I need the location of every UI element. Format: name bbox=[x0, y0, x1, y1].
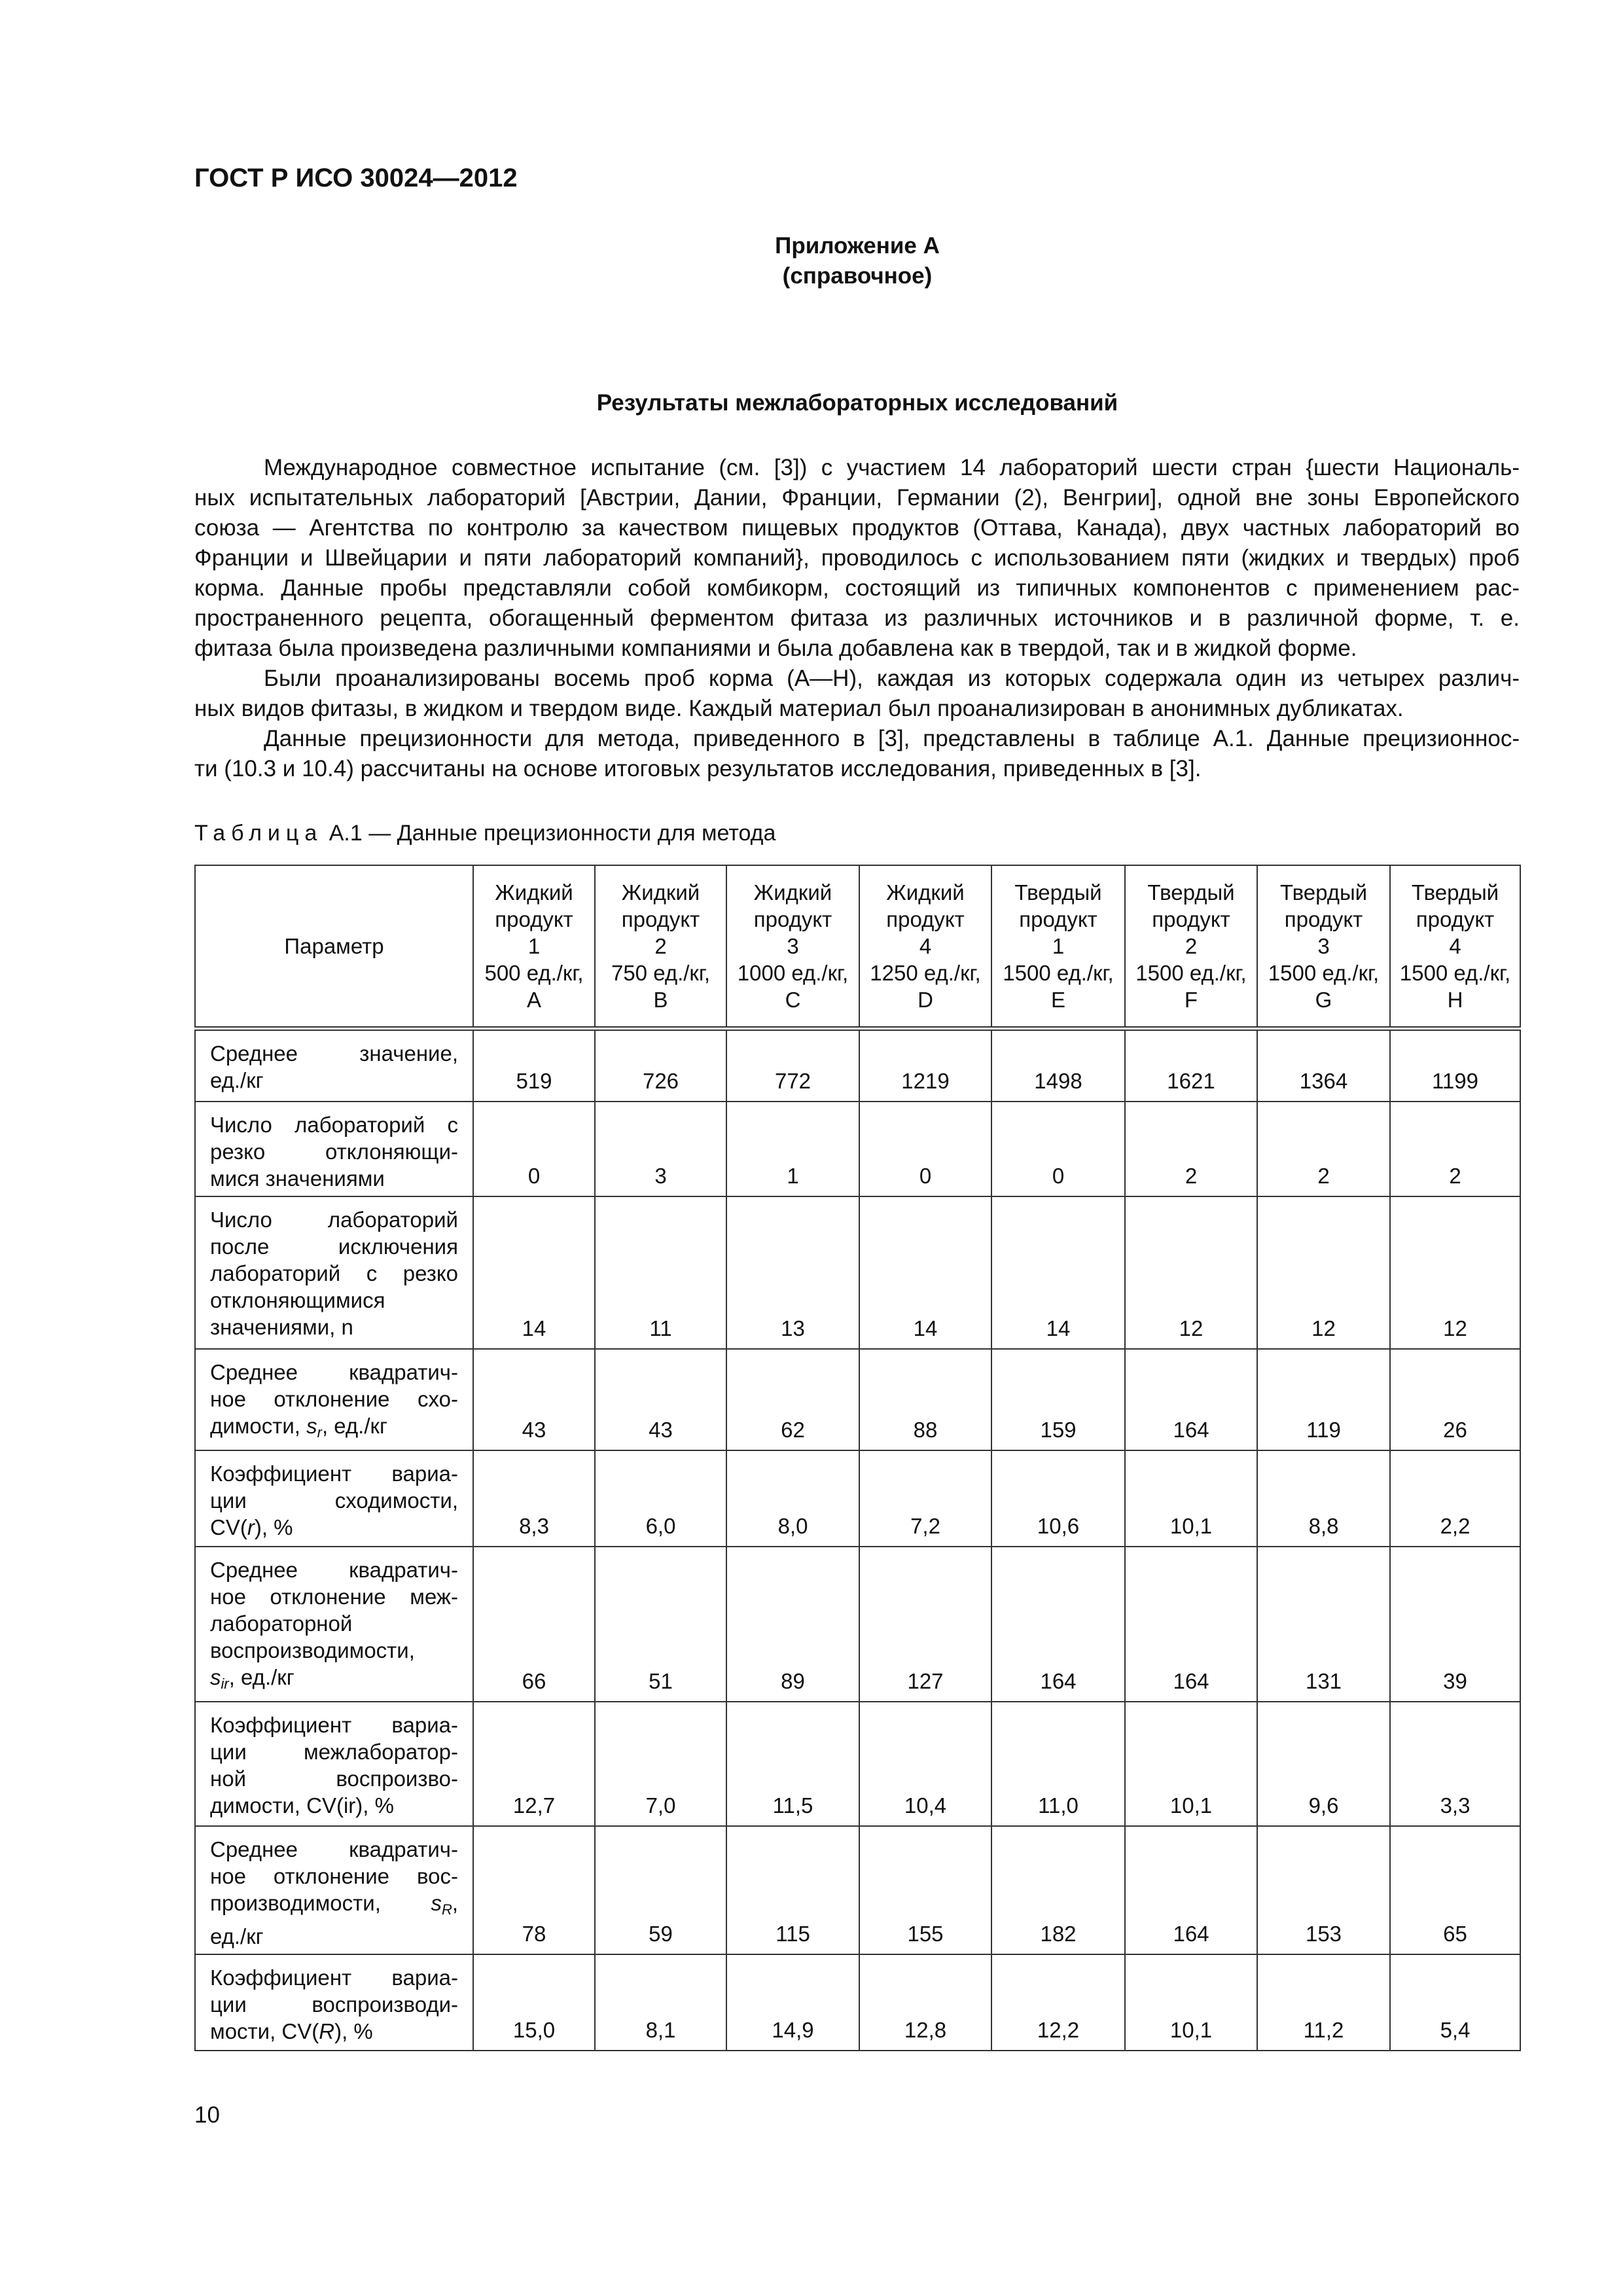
value-cell: 65 bbox=[1390, 1826, 1520, 1954]
body-text bbox=[194, 453, 1520, 784]
value-cell: 3,3 bbox=[1390, 1702, 1520, 1826]
body-line: ных видов фитазы, в жидком и твердом виде. Каждый материал был проанализирован в анонимных дубликатах. bbox=[194, 696, 1404, 721]
param-line: ное отклонение меж- bbox=[210, 1585, 458, 1609]
value-cell: 10,1 bbox=[1125, 1450, 1257, 1547]
column-header-line: C bbox=[785, 987, 801, 1012]
value-cell: 7,2 bbox=[859, 1450, 991, 1547]
value-cell: 2 bbox=[1257, 1102, 1390, 1196]
value-cell: 43 bbox=[473, 1349, 595, 1450]
value-cell: 51 bbox=[595, 1547, 726, 1702]
column-header-line: продукт bbox=[1416, 906, 1495, 931]
subscript: r bbox=[317, 1424, 322, 1441]
symbol: s bbox=[431, 1891, 442, 1915]
value-cell: 12,8 bbox=[859, 1954, 991, 2051]
value-cell: 131 bbox=[1257, 1547, 1390, 1702]
precision-table bbox=[194, 865, 1521, 2051]
column-header-line: 1000 ед./кг, bbox=[737, 960, 849, 985]
param-line: Коэффициент вариа- bbox=[210, 1462, 458, 1486]
param-line: после исключения bbox=[210, 1234, 458, 1259]
column-header-line: F bbox=[1184, 987, 1198, 1012]
param-cell bbox=[195, 1547, 473, 1702]
column-header-line: 3 bbox=[787, 933, 799, 958]
param-line: отклоняющимися bbox=[210, 1288, 385, 1312]
column-header-line: 500 ед./кг, bbox=[484, 960, 584, 985]
annex-type: (справочное) bbox=[782, 263, 933, 289]
value-cell: 0 bbox=[991, 1102, 1125, 1196]
param-line: воспроизводимости, bbox=[210, 1638, 415, 1662]
value-cell: 10,1 bbox=[1125, 1954, 1257, 2051]
value-cell: 11,0 bbox=[991, 1702, 1125, 1826]
column-header-line: 2 bbox=[654, 933, 667, 958]
value-cell: 726 bbox=[595, 1028, 726, 1102]
param-line: ное отклонение вос- bbox=[210, 1864, 458, 1888]
value-cell: 26 bbox=[1390, 1349, 1520, 1450]
value-cell: 1199 bbox=[1390, 1028, 1520, 1102]
value-cell: 1 bbox=[726, 1102, 859, 1196]
value-cell: 11 bbox=[595, 1196, 726, 1349]
value-cell: 11,5 bbox=[726, 1702, 859, 1826]
value-cell: 2 bbox=[1390, 1102, 1520, 1196]
body-line: корма. Данные пробы представляли собой комбикорм, состоящий из типичных компонентов с применением рас- bbox=[194, 575, 1520, 601]
body-line: ных испытательных лабораторий [Австрии, Дании, Франции, Германии (2), Венгрии], одной вне зоны Европейского bbox=[194, 485, 1520, 511]
symbol: R bbox=[319, 2019, 335, 2043]
value-cell: 772 bbox=[726, 1028, 859, 1102]
column-header-line: 750 ед./кг, bbox=[611, 960, 711, 985]
value-cell: 62 bbox=[726, 1349, 859, 1450]
param-line: Коэффициент вариа- bbox=[210, 1965, 458, 1990]
value-cell: 8,8 bbox=[1257, 1450, 1390, 1547]
document-code: ГОСТ Р ИСО 30024—2012 bbox=[194, 164, 518, 192]
body-line: ти (10.3 и 10.4) рассчитаны на основе итоговых результатов исследования, приведенных в [3]. bbox=[194, 756, 1202, 781]
value-cell: 12 bbox=[1125, 1196, 1257, 1349]
body-line: Данные прецизионности для метода, приведенного в [3], представлены в таблице А.1. Данные прецизионнос- bbox=[264, 726, 1520, 751]
symbol: s bbox=[306, 1414, 317, 1438]
value-cell: 155 bbox=[859, 1826, 991, 1954]
section-title: Результаты межлабораторных исследований bbox=[596, 390, 1118, 416]
column-header-line: 1500 ед./кг, bbox=[1003, 960, 1114, 985]
table-caption-text: А.1 — Данные прецизионности для метода bbox=[323, 821, 776, 846]
value-cell: 89 bbox=[726, 1547, 859, 1702]
column-header bbox=[473, 865, 595, 1028]
column-header-line: 1250 ед./кг, bbox=[870, 960, 981, 985]
column-header-line: A bbox=[526, 987, 541, 1012]
column-header-line: E bbox=[1050, 987, 1065, 1012]
table-caption bbox=[194, 821, 776, 846]
column-header-line: продукт bbox=[621, 906, 700, 931]
value-cell: 39 bbox=[1390, 1547, 1520, 1702]
value-cell: 12,7 bbox=[473, 1702, 595, 1826]
param-line: производимости, $s_R$, bbox=[210, 1891, 458, 1918]
value-cell: 15,0 bbox=[473, 1954, 595, 2051]
value-cell: 1621 bbox=[1125, 1028, 1257, 1102]
param-line: Число лабораторий bbox=[210, 1208, 458, 1232]
body-line: фитаза была произведена различными компаниями и была добавлена как в твердой, так и в жидкой форме. bbox=[194, 636, 1357, 661]
table-row bbox=[195, 1450, 1520, 1547]
column-header-line: Твердый bbox=[1279, 880, 1368, 905]
value-cell: 14 bbox=[859, 1196, 991, 1349]
column-header-line: Жидкий bbox=[886, 880, 965, 905]
column-header-line: Твердый bbox=[1147, 880, 1235, 905]
column-header-line: 4 bbox=[1449, 933, 1461, 958]
param-line: димости, $s_r$, ед./кг bbox=[210, 1414, 387, 1441]
param-cell bbox=[195, 1196, 473, 1349]
symbol: s bbox=[210, 1665, 221, 1689]
column-header bbox=[726, 865, 859, 1028]
body-line: пространенного рецепта, обогащенный ферментом фитаза из различных источников и в различной форме, т. е. bbox=[194, 605, 1520, 631]
body-line: Были проанализированы восемь проб корма (А—Н), каждая из которых содержала один из четырех различ- bbox=[264, 666, 1520, 691]
table-caption-prefix: Таблица bbox=[194, 821, 323, 846]
value-cell: 8,1 bbox=[595, 1954, 726, 2051]
value-cell: 43 bbox=[595, 1349, 726, 1450]
column-header-line: D bbox=[918, 987, 933, 1012]
value-cell: 10,6 bbox=[991, 1450, 1125, 1547]
param-line: димости, CV(ir), % bbox=[210, 1793, 394, 1818]
param-line: ной воспроизво- bbox=[210, 1767, 458, 1791]
value-cell: 12 bbox=[1390, 1196, 1520, 1349]
param-line: ное отклонение схо- bbox=[210, 1387, 458, 1411]
column-header-line: продукт bbox=[495, 906, 573, 931]
param-cell bbox=[195, 1450, 473, 1547]
param-line: лабораторной bbox=[210, 1611, 353, 1636]
page-number: 10 bbox=[194, 2102, 220, 2128]
value-cell: 8,0 bbox=[726, 1450, 859, 1547]
table-row bbox=[195, 1826, 1520, 1954]
value-cell: 10,4 bbox=[859, 1702, 991, 1826]
value-cell: 2 bbox=[1125, 1102, 1257, 1196]
column-header-line: Твердый bbox=[1014, 880, 1102, 905]
column-header-line: 1500 ед./кг, bbox=[1135, 960, 1247, 985]
param-line: Среднее значение, bbox=[210, 1041, 458, 1066]
column-header-line: Твердый bbox=[1411, 880, 1499, 905]
column-header-line: продукт bbox=[1284, 906, 1363, 931]
param-line: Среднее квадратич- bbox=[210, 1558, 458, 1582]
param-cell bbox=[195, 1102, 473, 1196]
value-cell: 164 bbox=[991, 1547, 1125, 1702]
value-cell: 1498 bbox=[991, 1028, 1125, 1102]
value-cell: 182 bbox=[991, 1826, 1125, 1954]
param-line: мися значениями bbox=[210, 1166, 385, 1191]
value-cell: 3 bbox=[595, 1102, 726, 1196]
column-header-line: B bbox=[653, 987, 668, 1012]
param-cell bbox=[195, 1349, 473, 1450]
column-header bbox=[991, 865, 1125, 1028]
value-cell: 14 bbox=[473, 1196, 595, 1349]
param-line: ции воспроизводи- bbox=[210, 1992, 458, 2017]
column-header-line: 4 bbox=[919, 933, 932, 958]
value-cell: 6,0 bbox=[595, 1450, 726, 1547]
table-row bbox=[195, 1196, 1520, 1349]
table-row bbox=[195, 1349, 1520, 1450]
column-header-line: 1 bbox=[527, 933, 541, 958]
param-line: Среднее квадратич- bbox=[210, 1837, 458, 1861]
column-header-line: Жидкий bbox=[621, 880, 700, 905]
column-header-line: 2 bbox=[1185, 933, 1198, 958]
value-cell: 88 bbox=[859, 1349, 991, 1450]
param-cell bbox=[195, 1028, 473, 1102]
param-line: резко отклоняющи- bbox=[210, 1139, 458, 1164]
column-header-line: Жидкий bbox=[753, 880, 832, 905]
value-cell: 10,1 bbox=[1125, 1702, 1257, 1826]
column-header bbox=[1257, 865, 1390, 1028]
param-line: ции межлаборатор- bbox=[210, 1740, 458, 1764]
value-cell: 12,2 bbox=[991, 1954, 1125, 2051]
value-cell: 9,6 bbox=[1257, 1702, 1390, 1826]
param-line: мости, CV(R), % bbox=[210, 2019, 373, 2043]
value-cell: 119 bbox=[1257, 1349, 1390, 1450]
column-header-line: продукт bbox=[1152, 906, 1230, 931]
value-cell: 127 bbox=[859, 1547, 991, 1702]
value-cell: 5,4 bbox=[1390, 1954, 1520, 2051]
param-line: лабораторий с резко bbox=[210, 1261, 458, 1285]
column-header bbox=[859, 865, 991, 1028]
value-cell: 0 bbox=[859, 1102, 991, 1196]
param-line: ед./кг bbox=[210, 1067, 264, 1092]
column-header-line: 1500 ед./кг, bbox=[1268, 960, 1380, 985]
column-header-line: продукт bbox=[1019, 906, 1097, 931]
value-cell: 153 bbox=[1257, 1826, 1390, 1954]
column-header-line: 1 bbox=[1052, 933, 1065, 958]
value-cell: 14 bbox=[991, 1196, 1125, 1349]
value-cell: 0 bbox=[473, 1102, 595, 1196]
table-header-row bbox=[195, 865, 1520, 1028]
table-row bbox=[195, 1102, 1520, 1196]
value-cell: 13 bbox=[726, 1196, 859, 1349]
param-line: $s_{ir}$, ед./кг bbox=[210, 1665, 294, 1692]
param-line: CV(r), % bbox=[210, 1515, 293, 1539]
param-header: Параметр bbox=[195, 865, 473, 1028]
body-line: Франции и Швейцарии и пяти лабораторий компаний}, проводилось с использованием пяти (жидких и твердых) проб bbox=[194, 545, 1520, 571]
value-cell: 11,2 bbox=[1257, 1954, 1390, 2051]
column-header-line: Жидкий bbox=[495, 880, 573, 905]
column-header-line: H bbox=[1447, 987, 1463, 1012]
value-cell: 159 bbox=[991, 1349, 1125, 1450]
value-cell: 12 bbox=[1257, 1196, 1390, 1349]
column-header-line: 1500 ед./кг, bbox=[1399, 960, 1511, 985]
param-cell bbox=[195, 1826, 473, 1954]
table-row bbox=[195, 1028, 1520, 1102]
table-row bbox=[195, 1954, 1520, 2051]
subscript: R bbox=[441, 1901, 452, 1918]
body-line: союза — Агентства по контролю за качеством пищевых продуктов (Оттава, Канада), двух частных лабораторий во bbox=[194, 515, 1520, 541]
param-line: Среднее квадратич- bbox=[210, 1360, 458, 1384]
column-header-line: 3 bbox=[1317, 933, 1330, 958]
column-header bbox=[1390, 865, 1520, 1028]
param-line: ед./кг bbox=[210, 1924, 264, 1948]
value-cell: 164 bbox=[1125, 1826, 1257, 1954]
param-line: ции сходимости, bbox=[210, 1488, 458, 1513]
value-cell: 14,9 bbox=[726, 1954, 859, 2051]
value-cell: 519 bbox=[473, 1028, 595, 1102]
value-cell: 115 bbox=[726, 1826, 859, 1954]
column-header bbox=[595, 865, 726, 1028]
value-cell: 59 bbox=[595, 1826, 726, 1954]
value-cell: 7,0 bbox=[595, 1702, 726, 1826]
param-line: значениями, n bbox=[210, 1315, 353, 1339]
param-line: Коэффициент вариа- bbox=[210, 1713, 458, 1737]
value-cell: 1219 bbox=[859, 1028, 991, 1102]
table-row bbox=[195, 1547, 1520, 1702]
value-cell: 66 bbox=[473, 1547, 595, 1702]
column-header-line: продукт bbox=[886, 906, 965, 931]
column-header bbox=[1125, 865, 1257, 1028]
value-cell: 78 bbox=[473, 1826, 595, 1954]
value-cell: 164 bbox=[1125, 1547, 1257, 1702]
param-cell bbox=[195, 1702, 473, 1826]
column-header-line: продукт bbox=[753, 906, 832, 931]
param-cell bbox=[195, 1954, 473, 2051]
annex-title: Приложение А bbox=[775, 233, 940, 259]
body-line: Международное совместное испытание (см. [3]) с участием 14 лабораторий шести стран {шести Националь- bbox=[264, 455, 1520, 480]
value-cell: 2,2 bbox=[1390, 1450, 1520, 1547]
param-line: Число лабораторий с bbox=[210, 1113, 458, 1137]
value-cell: 8,3 bbox=[473, 1450, 595, 1547]
value-cell: 164 bbox=[1125, 1349, 1257, 1450]
value-cell: 1364 bbox=[1257, 1028, 1390, 1102]
symbol: r bbox=[247, 1515, 255, 1539]
column-header-line: G bbox=[1315, 987, 1332, 1012]
table-row bbox=[195, 1702, 1520, 1826]
subscript: ir bbox=[221, 1676, 229, 1692]
